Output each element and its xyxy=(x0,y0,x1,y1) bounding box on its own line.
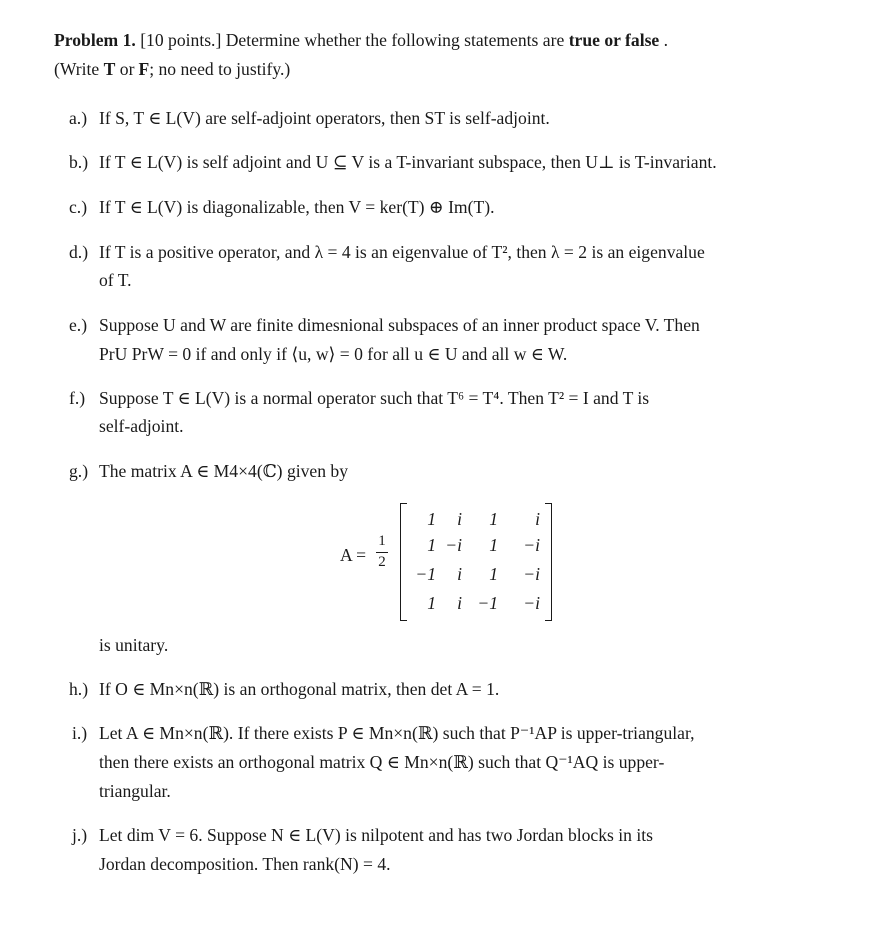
item-c-text: If T ∈ L(V) is diagonalizable, then V = ker(T) ⊕ Im(T). xyxy=(99,197,495,217)
item-h-label: h.) xyxy=(69,679,89,699)
instruction-or: or xyxy=(119,59,135,79)
matrix-cell: −i xyxy=(523,593,540,613)
item-e-text-line1: Suppose U and W are finite dimesnional subspaces of an inner product space V. Then xyxy=(99,315,700,335)
item-i-label: i.) xyxy=(72,723,88,743)
matrix-cell: i xyxy=(535,509,540,529)
item-j-label: j.) xyxy=(72,825,88,845)
problem-intro: Determine whether the following statements are xyxy=(225,30,565,50)
matrix-cell: −1 xyxy=(415,564,436,584)
item-f-text-line1: Suppose T ∈ L(V) is a normal operator such that T⁶ = T⁴. Then T² = I and T is xyxy=(99,388,650,408)
matrix-cell: 1 xyxy=(427,593,436,613)
item-g-text-after: is unitary. xyxy=(99,635,169,655)
instruction-T: T xyxy=(103,59,116,79)
item-i-text-line3: triangular. xyxy=(99,781,171,801)
item-b-text: If T ∈ L(V) is self adjoint and U ⊆ V is a T-invariant subspace, then U⊥ is T-invariant. xyxy=(99,152,717,172)
instruction-end: ; no need to justify.) xyxy=(149,59,291,79)
matrix-cell: −i xyxy=(523,564,540,584)
item-b-label: b.) xyxy=(69,152,89,172)
matrix-cell: 1 xyxy=(427,535,436,555)
fraction-bar xyxy=(376,552,388,553)
matrix-cell: 1 xyxy=(489,564,498,584)
matrix-equation xyxy=(340,500,560,620)
item-i-text-line2: then there exists an orthogonal matrix Q ∈ Mn×n(ℝ) such that Q⁻¹AQ is upper- xyxy=(99,752,665,772)
scalar-fraction xyxy=(375,534,389,570)
matrix-cell: 1 xyxy=(489,535,498,555)
matrix-right-bracket xyxy=(545,503,552,621)
item-d-label: d.) xyxy=(69,242,89,262)
fraction-numerator: 1 xyxy=(378,533,386,549)
fraction-denominator: 2 xyxy=(378,554,386,570)
matrix-cell: i xyxy=(457,509,462,529)
matrix-cell: −i xyxy=(445,535,462,555)
item-d-text-line1: If T is a positive operator, and λ = 4 is an eigenvalue of T², then λ = 2 is an eigenvalue xyxy=(99,242,705,262)
instruction-F: F xyxy=(138,59,150,79)
matrix-cell: −i xyxy=(523,535,540,555)
item-j-text-line1: Let dim V = 6. Suppose N ∈ L(V) is nilpotent and has two Jordan blocks in its xyxy=(99,825,653,845)
item-c-label: c.) xyxy=(69,197,88,217)
problem-title: Problem 1. xyxy=(54,30,136,50)
matrix-cell: 1 xyxy=(489,509,498,529)
item-j-text-line2: Jordan decomposition. Then rank(N) = 4. xyxy=(99,854,391,874)
matrix-cell: −1 xyxy=(477,593,498,613)
item-d-text-line2: of T. xyxy=(99,270,132,290)
item-f-text-line2: self-adjoint. xyxy=(99,416,184,436)
instruction-write: (Write xyxy=(54,59,100,79)
matrix-cell: i xyxy=(457,564,462,584)
problem-header xyxy=(54,32,668,50)
item-i-text-line1: Let A ∈ Mn×n(ℝ). If there exists P ∈ Mn×n(ℝ) such that P⁻¹AP is upper-triangular, xyxy=(99,723,695,743)
item-g-text-line1: The matrix A ∈ M4×4(ℂ) given by xyxy=(99,461,349,481)
problem-points: [10 points.] xyxy=(140,30,222,50)
problem-instruction xyxy=(54,61,290,79)
problem-intro-end: . xyxy=(663,30,669,50)
item-e-text-line2: PrU PrW = 0 if and only if ⟨u, w⟩ = 0 for all u ∈ U and all w ∈ W. xyxy=(99,344,568,364)
item-h-text: If O ∈ Mn×n(ℝ) is an orthogonal matrix, then det A = 1. xyxy=(99,679,500,699)
item-a-label: a.) xyxy=(69,108,88,128)
matrix-lhs: A = xyxy=(340,545,367,565)
problem-intro-bold: true or false xyxy=(568,30,660,50)
matrix-cell: 1 xyxy=(427,509,436,529)
item-f-label: f.) xyxy=(69,388,86,408)
matrix-cell: i xyxy=(457,593,462,613)
item-g-label: g.) xyxy=(69,461,89,481)
item-e-label: e.) xyxy=(69,315,88,335)
item-a-text: If S, T ∈ L(V) are self-adjoint operators, then ST is self-adjoint. xyxy=(99,108,550,128)
